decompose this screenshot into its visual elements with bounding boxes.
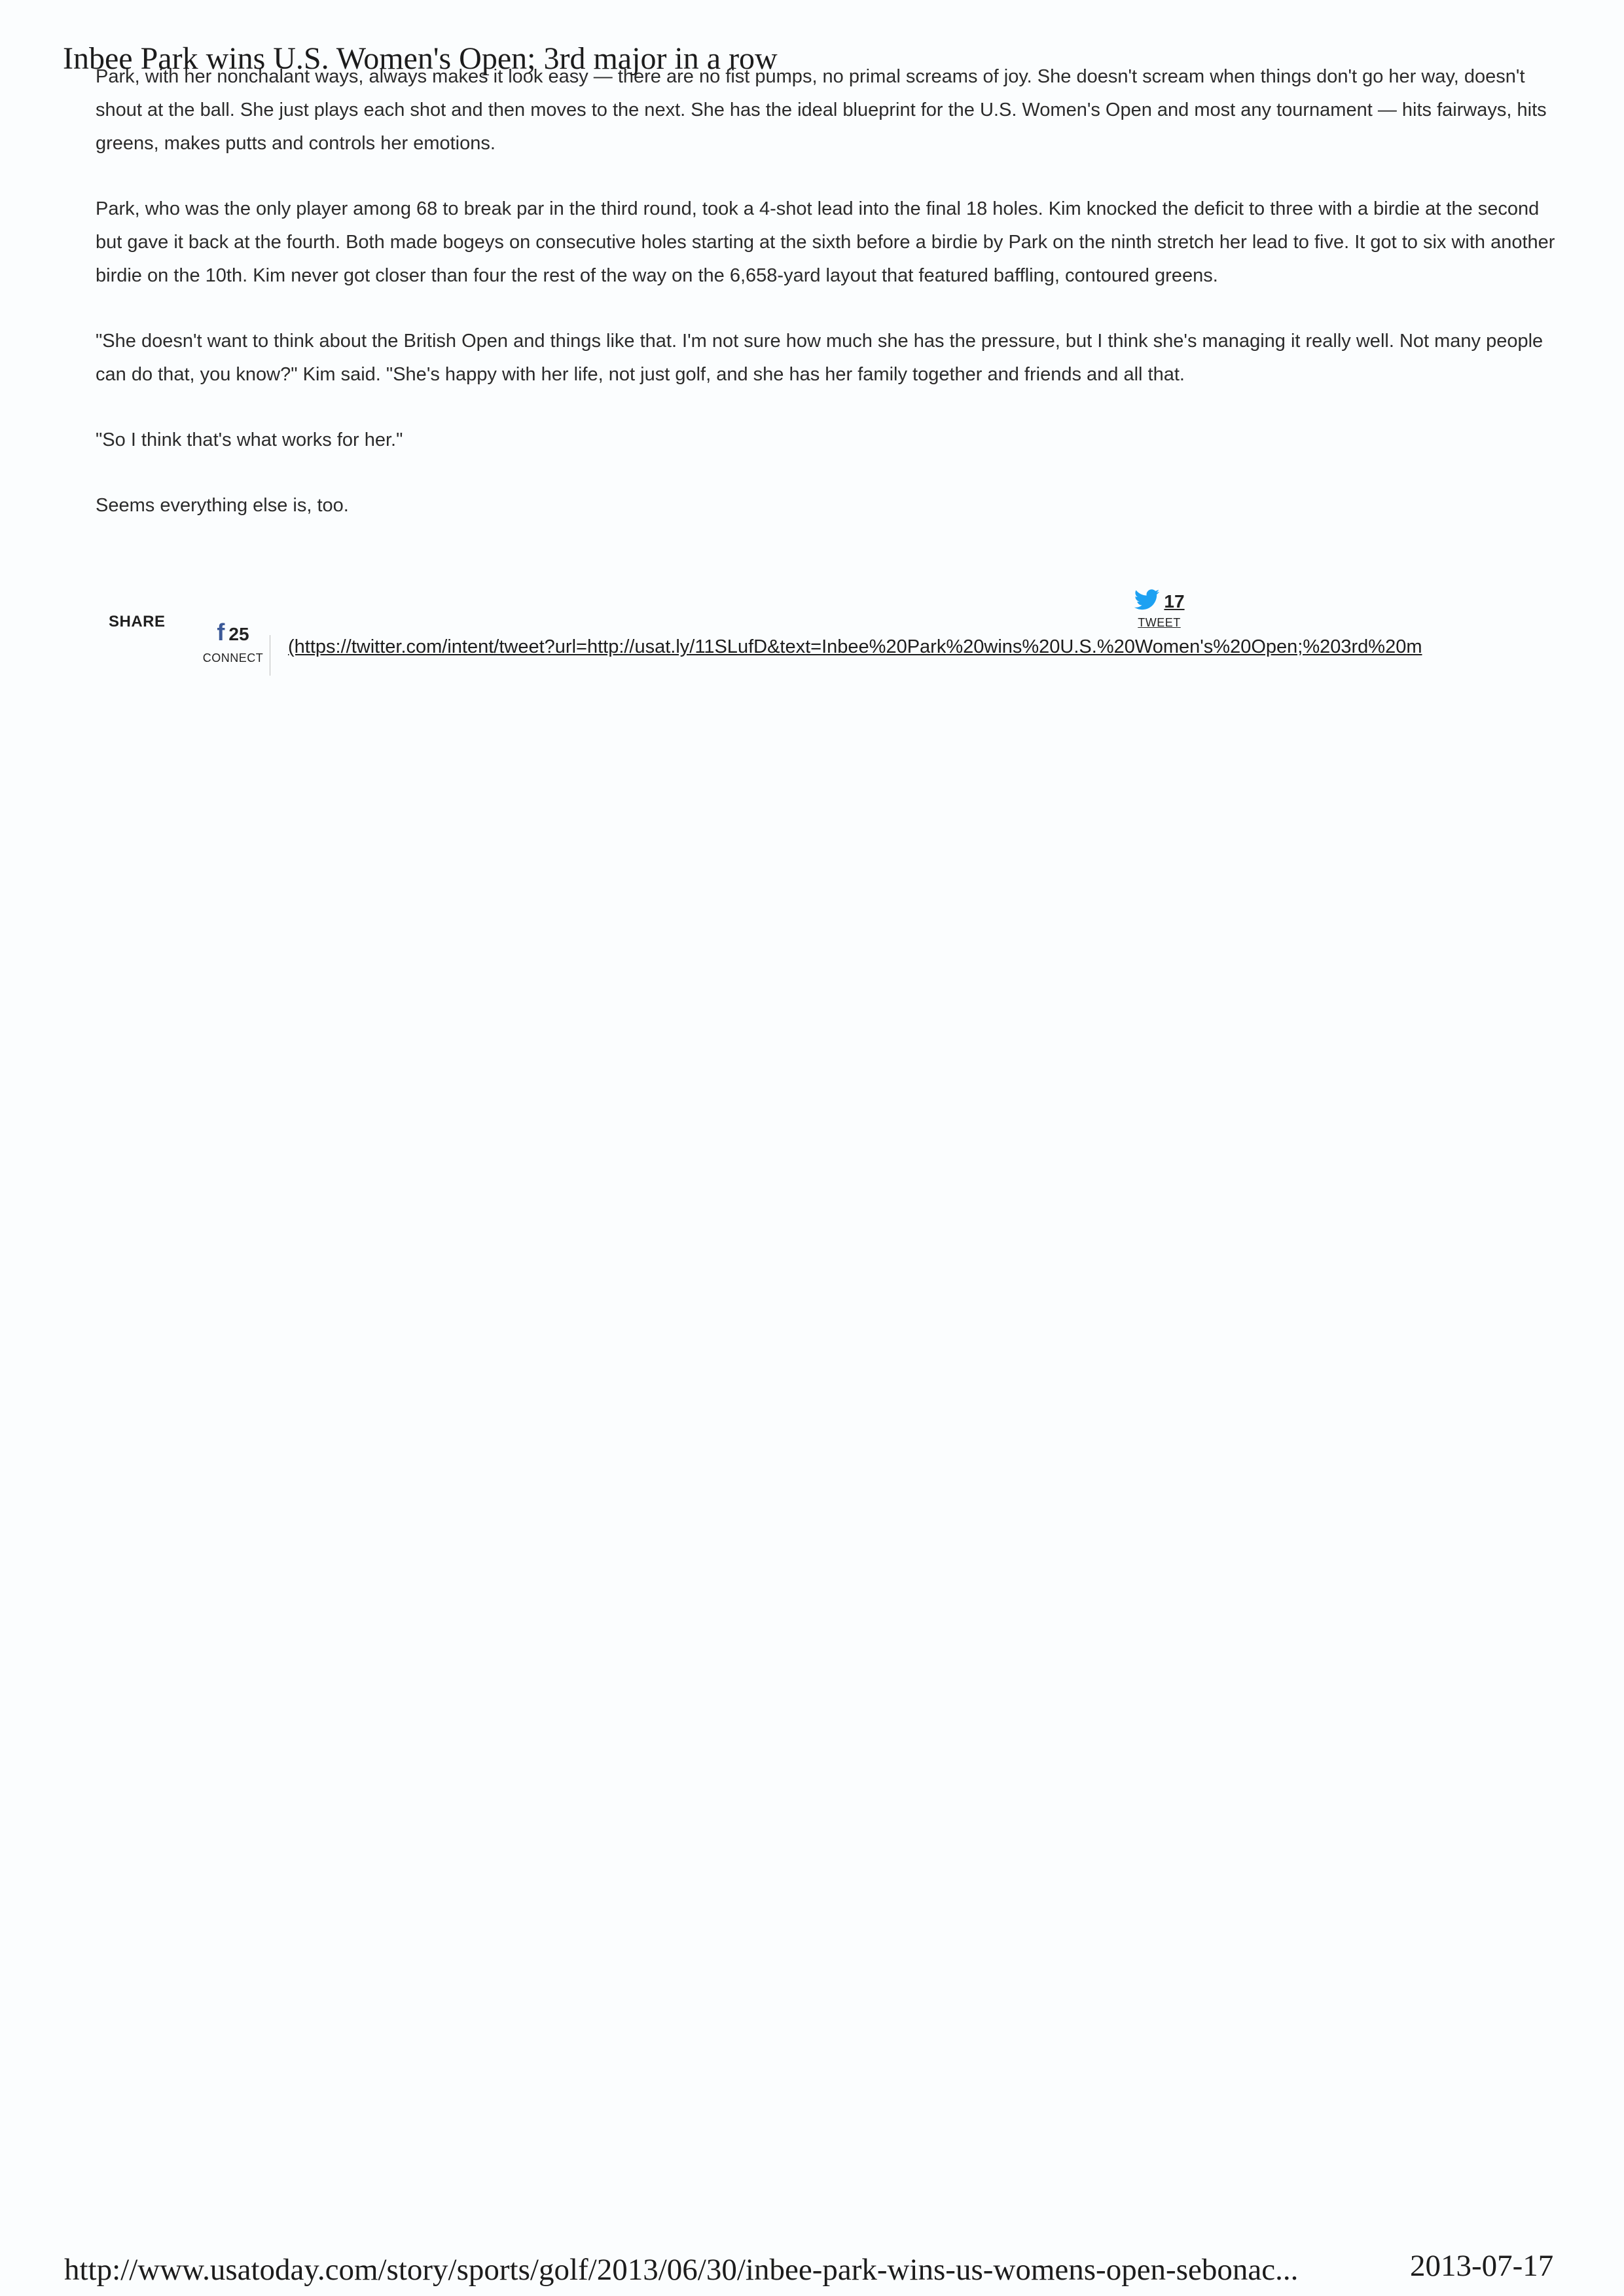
facebook-share-count: 25 [228, 624, 249, 644]
article-paragraph: "So I think that's what works for her." [96, 429, 403, 450]
facebook-icon: f [217, 619, 225, 646]
facebook-connect-label: CONNECT [202, 651, 264, 665]
footer-date: 2013-07-17 [1410, 2249, 1554, 2283]
article-paragraph: Seems everything else is, too. [96, 495, 349, 516]
share-label: SHARE [109, 613, 166, 630]
article-body [96, 60, 1562, 555]
article-paragraph: Park, with her nonchalant ways, always makes it look easy — there are no fist pumps, no primal screams of joy. She doesn't scream when things don't go her way, doesn't shout at the ball. She just plays each shot and then moves to the next. She has the ideal blueprint for the U.S. Women's Open and most any tournament — hits fairways, hits greens, makes putts and controls her emotions. [96, 66, 1547, 154]
twitter-share-button[interactable] [1110, 589, 1208, 630]
footer-url: http://www.usatoday.com/story/sports/golf/2013/06/30/inbee-park-wins-us-womens-open-sebonac... [64, 2253, 1299, 2287]
facebook-share-button[interactable] [194, 621, 272, 665]
page-title: Inbee Park wins U.S. Women's Open; 3rd major in a row [63, 41, 778, 76]
article-paragraph: "She doesn't want to think about the British Open and things like that. I'm not sure how much she has the pressure, but I think she's managing it really well. Not many people can do that, you know?" Kim said. "She's happy with her life, not just golf, and she has her family together and friends and all that. [96, 331, 1543, 385]
tweet-label: TWEET [1138, 616, 1181, 629]
tweet-link[interactable]: (https://twitter.com/intent/tweet?url=http://usat.ly/11SLufD&text=Inbee%20Park%20wins%20U.S.%20Women's%20Open;%203rd%20m [288, 636, 1422, 657]
share-bar [109, 589, 1588, 681]
article-paragraph: Park, who was the only player among 68 to break par in the third round, took a 4-shot lead into the final 18 holes. Kim knocked the deficit to three with a birdie at the second but gave it back at the fourth. Both made bogeys on consecutive holes starting at the sixth before a birdie by Park on the ninth stretch her lead to five. It got to six with another birdie on the 10th. Kim never got closer than four the rest of the way on the 6,658-yard layout that featured baffling, contoured greens. [96, 198, 1555, 286]
twitter-share-count: 17 [1164, 591, 1185, 611]
twitter-bird-icon [1134, 589, 1160, 613]
